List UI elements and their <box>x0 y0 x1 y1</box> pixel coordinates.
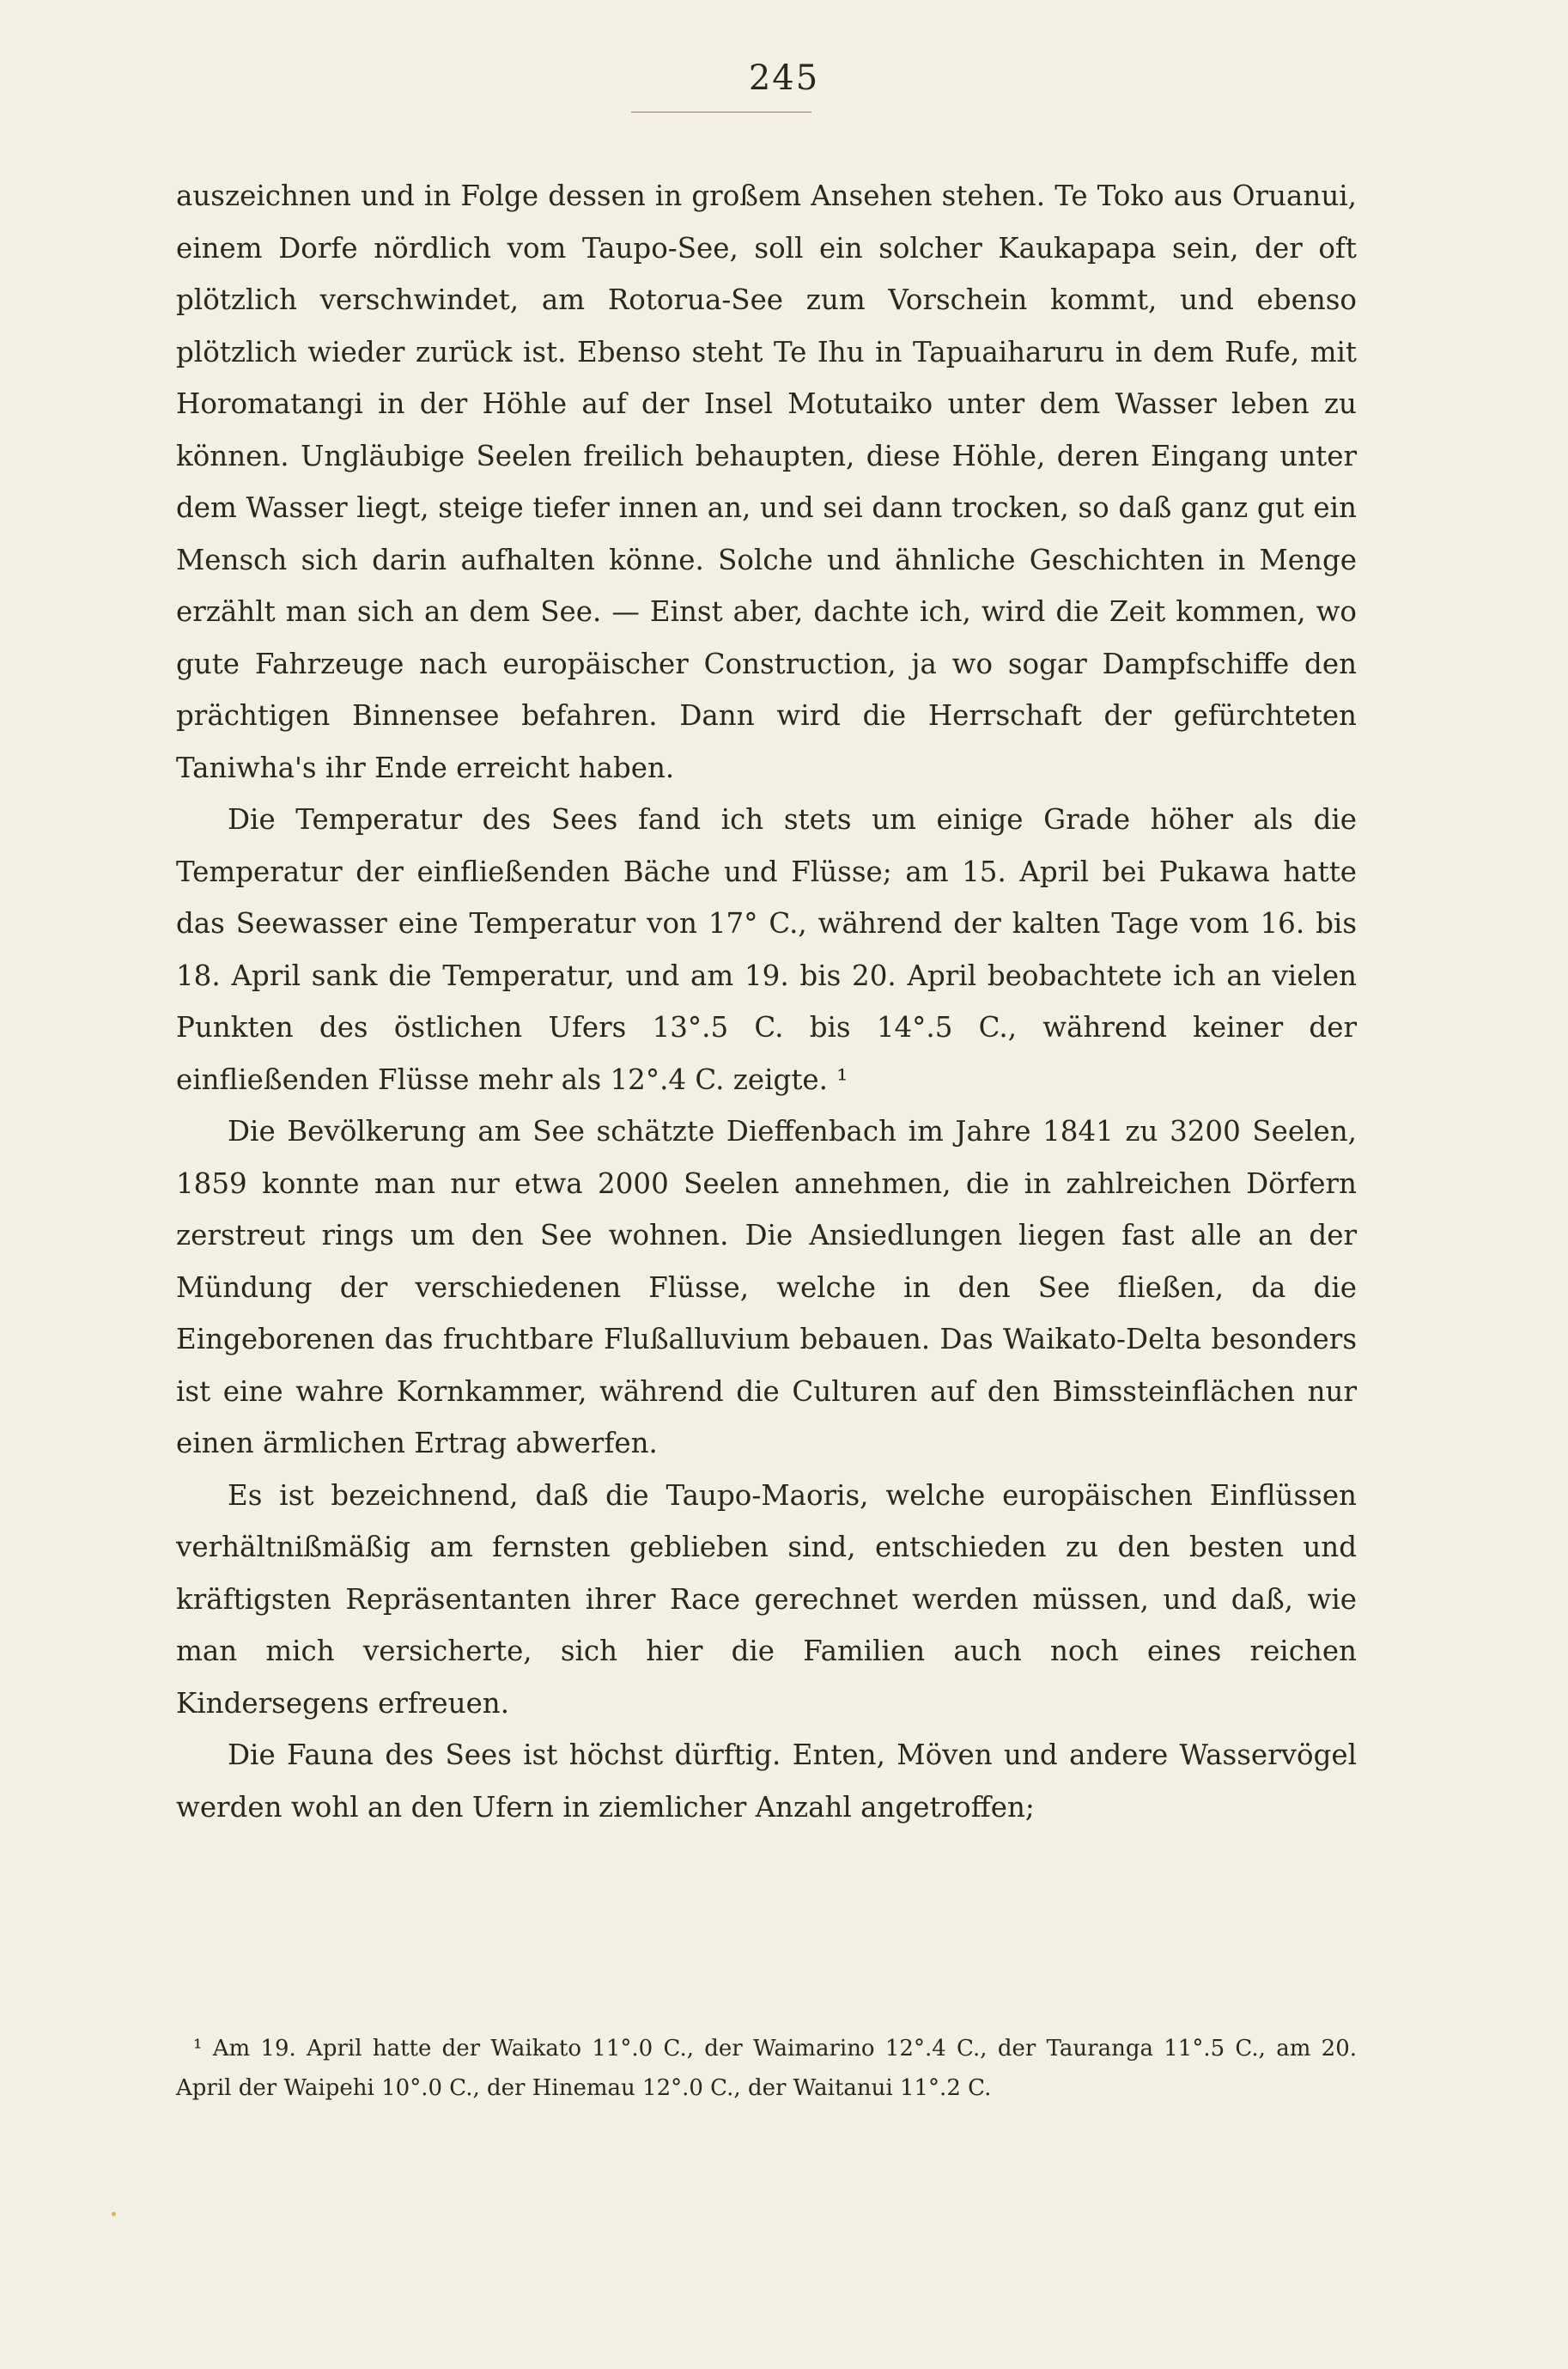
page-number: 245 <box>748 58 820 98</box>
header-rule <box>631 112 811 113</box>
paragraph-temperature: Die Temperatur des Sees fand ich stets um einige Grade höher als die Temperatur der einfließenden Bäche und Flüsse; am 15. April bei Pukawa hatte das Seewasser eine Temperatur von 17° C., während der kalten Tage vom 16. bis 18. April sank die Temperatur, und am 19. bis 20. April beobachtete ich an vielen Punkten des östlichen Ufers 13°.5 C. bis 14°.5 C., während keiner der einfließenden Flüsse mehr als 12°.4 C. zeigte. ¹ <box>176 803 1357 1096</box>
paper-speck <box>112 2212 116 2216</box>
footnote: ¹ Am 19. April hatte der Waikato 11°.0 C., der Waimarino 12°.4 C., der Tauranga 11°.5 C., am 20. April der Waipehi 10°.0 C., der Hinemau 12°.0 C., der Waitanui 11°.2 C. <box>176 2036 1357 2101</box>
paragraph-fauna: Die Fauna des Sees ist höchst dürftig. Enten, Möven und andere Wasservögel werden wohl an den Ufern in ziemlicher Anzahl angetroffen; <box>176 1739 1357 1824</box>
paragraph-continuation: auszeichnen und in Folge dessen in großem Ansehen stehen. Te Toko aus Oruanui, einem Dorfe nördlich vom Taupo-See, soll ein solcher Kaukapapa sein, der oft plötzlich verschwindet, am Rotorua-See zum Vorschein kommt, und ebenso plötzlich wieder zurück ist. Ebenso steht Te Ihu in Tapuaiharuru in dem Rufe, mit Horomatangi in der Höhle auf der Insel Motutaiko unter dem Wasser leben zu können. Ungläubige Seelen freilich behaupten, diese Höhle, deren Eingang unter dem Wasser liegt, steige tiefer innen an, und sei dann trocken, so daß ganz gut ein Mensch sich darin aufhalten könne. Solche und ähnliche Geschichten in Menge erzählt man sich an dem See. — Einst aber, dachte ich, wird die Zeit kommen, wo gute Fahrzeuge nach europäischer Construction, ja wo sogar Dampfschiffe den prächtigen Binnensee befahren. Dann wird die Herrschaft der gefürchteten Taniwha's ihr Ende erreicht haben. <box>176 180 1357 784</box>
paragraph-population: Die Bevölkerung am See schätzte Dieffenbach im Jahre 1841 zu 3200 Seelen, 1859 konnte man nur etwa 2000 Seelen annehmen, die in zahlreichen Dörfern zerstreut rings um den See wohnen. Die Ansiedlungen liegen fast alle an der Mündung der verschiedenen Flüsse, welche in den See fließen, da die Eingeborenen das fruchtbare Flußalluvium bebauen. Das Waikato-Delta besonders ist eine wahre Kornkammer, während die Culturen auf den Bimssteinflächen nur einen ärmlichen Ertrag abwerfen. <box>176 1115 1357 1459</box>
paragraph-maoris: Es ist bezeichnend, daß die Taupo-Maoris, welche europäischen Einflüssen verhältnißmäßig am fernsten geblieben sind, entschieden zu den besten und kräftigsten Repräsentanten ihrer Race gerechnet werden müssen, und daß, wie man mich versicherte, sich hier die Familien auch noch eines reichen Kindersegens erfreuen. <box>176 1478 1357 1720</box>
body-text <box>176 170 1357 1833</box>
